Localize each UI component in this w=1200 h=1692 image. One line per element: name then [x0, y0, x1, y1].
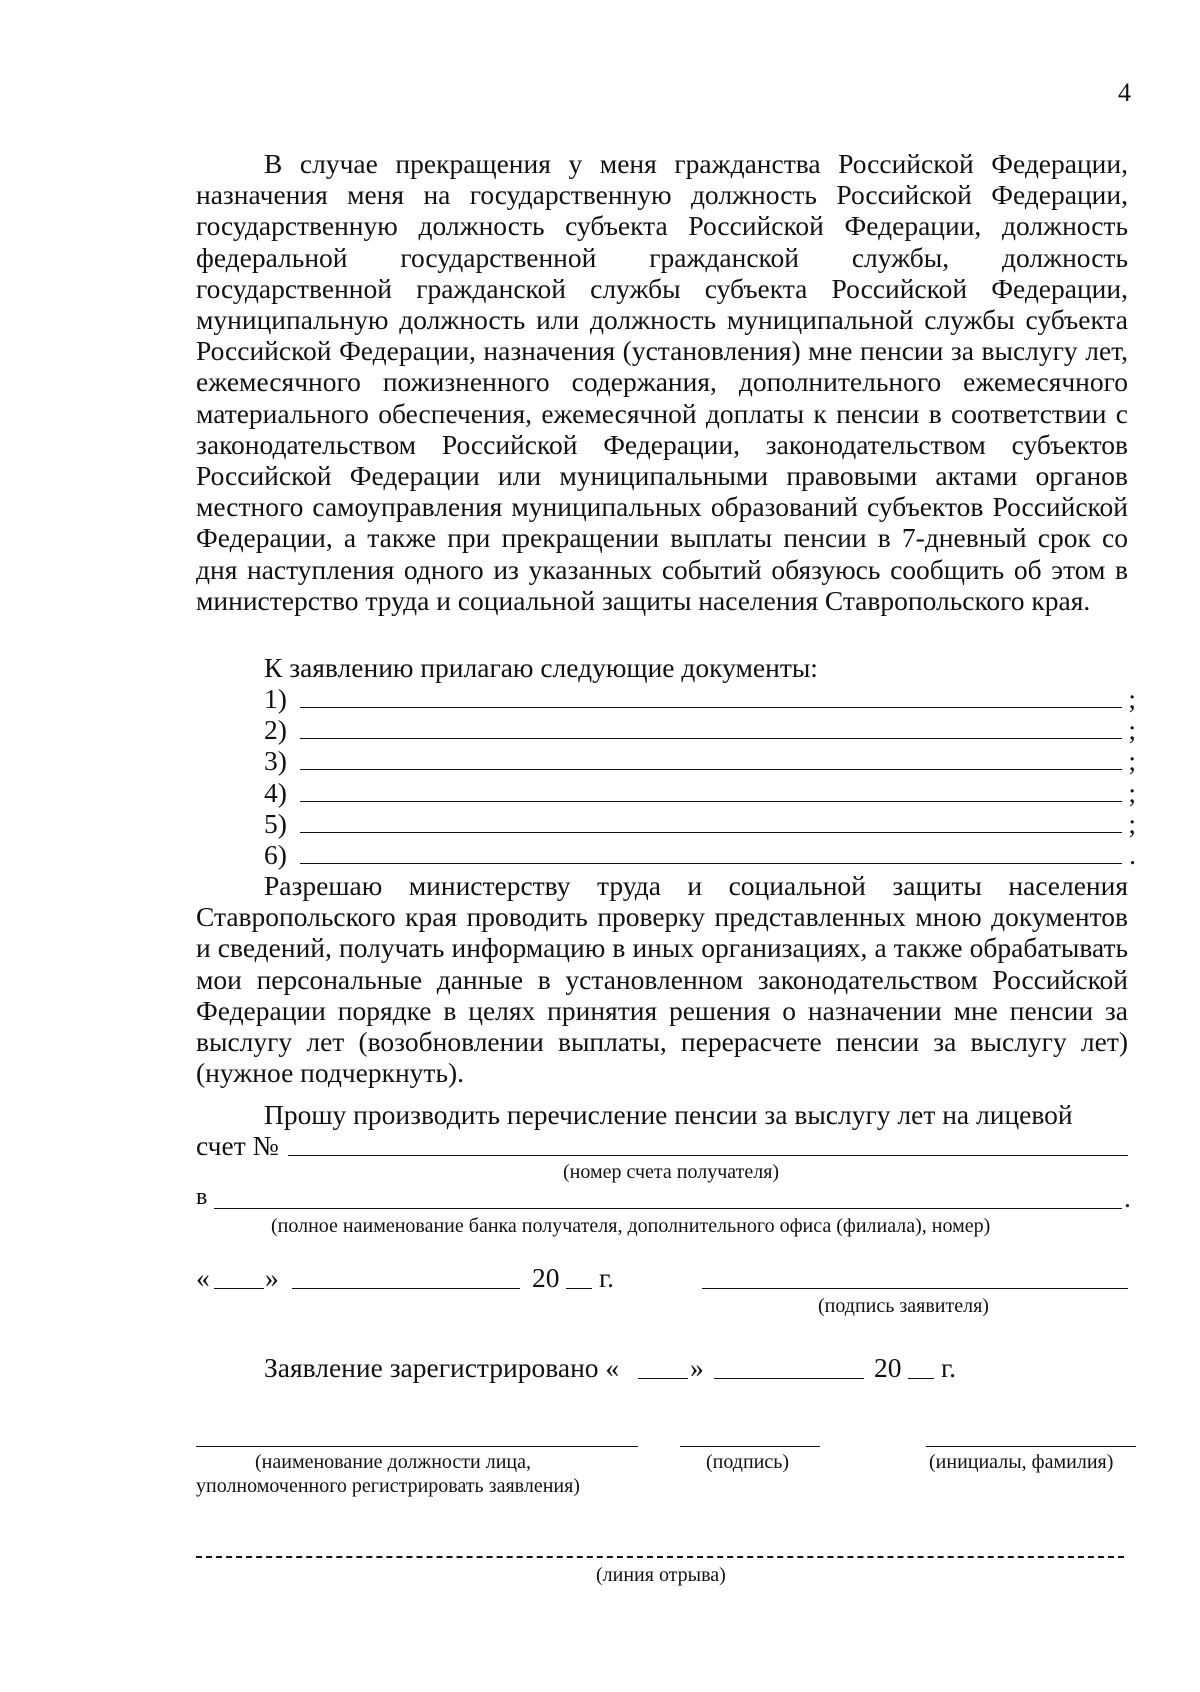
attachment-blank-line[interactable] — [300, 769, 1122, 770]
date-day-field[interactable] — [214, 1288, 264, 1289]
bank-end-mark: . — [1124, 1182, 1131, 1213]
date-month-field[interactable] — [292, 1288, 520, 1289]
bank-name-field[interactable] — [214, 1208, 1122, 1209]
applicant-signature-field[interactable] — [702, 1288, 1128, 1289]
bank-caption: (полное наименование банка получателя, дополнительного офиса (филиала), номер) — [271, 1215, 991, 1237]
account-number-field[interactable] — [288, 1155, 1128, 1156]
registered-year-prefix: 20 — [874, 1352, 902, 1383]
attachment-number: 2) — [264, 714, 287, 746]
date-year-field[interactable] — [566, 1288, 592, 1289]
attachment-row — [264, 714, 1136, 745]
date-year-prefix: 20 — [532, 1262, 560, 1293]
date-close-quote: » — [265, 1262, 279, 1293]
consent-paragraph-block — [196, 870, 1128, 1088]
page-number: 4 — [1118, 78, 1131, 107]
registrar-initials-caption: (инициалы, фамилия) — [929, 1451, 1114, 1473]
date-open-quote: « — [196, 1262, 210, 1293]
account-label: счет № — [196, 1130, 279, 1161]
attachment-end-mark: ; — [1128, 776, 1136, 808]
registered-year-suffix: г. — [941, 1352, 957, 1383]
registrar-position-caption-1: (наименование должности лица, — [255, 1451, 532, 1473]
registered-month-field[interactable] — [714, 1378, 864, 1379]
attachment-number: 4) — [264, 776, 287, 808]
attachment-end-mark: ; — [1128, 807, 1136, 839]
attachment-blank-line[interactable] — [300, 832, 1122, 833]
attachment-blank-line[interactable] — [300, 863, 1122, 864]
attachment-row — [264, 839, 1136, 870]
tear-line — [196, 1556, 1124, 1558]
registrar-position-field[interactable] — [196, 1446, 638, 1447]
registered-close-quote: » — [690, 1352, 704, 1383]
attachment-blank-line[interactable] — [300, 801, 1122, 802]
consent-paragraph: Разрешаю министерству труда и социальной защиты населения Ставропольского края проводить проверку представленных мною документов и сведений, получать информацию в иных организациях, а также обрабатывать мои персональные данные в установленном законодательством Российской Федерации порядке в целях принятия решения о назначении мне пенсии за выслугу лет (возобновлении выплаты, перерасчете пенсии за выслугу лет) (нужное подчеркнуть). — [196, 870, 1128, 1089]
registrar-position-caption-2: уполномоченного регистрировать заявления) — [196, 1475, 580, 1497]
attachment-row — [264, 683, 1136, 714]
attachment-number: 3) — [264, 745, 287, 777]
account-caption: (номер счета получателя) — [563, 1161, 780, 1183]
registered-year-field[interactable] — [908, 1378, 934, 1379]
applicant-signature-caption: (подпись заявителя) — [818, 1295, 989, 1317]
payment-request-paragraph: Прошу производить перечисление пенсии за выслугу лет на лицевой — [264, 1099, 1073, 1130]
attachment-number: 1) — [264, 683, 287, 714]
attachment-end-mark: . — [1129, 838, 1136, 870]
registered-label: Заявление зарегистрировано « — [264, 1352, 620, 1383]
tear-line-caption: (линия отрыва) — [596, 1564, 726, 1586]
attachment-blank-line[interactable] — [300, 707, 1122, 708]
attachment-number: 5) — [264, 807, 287, 839]
registrar-signature-field[interactable] — [680, 1446, 820, 1447]
attachment-row — [264, 745, 1136, 776]
attachment-row — [264, 777, 1136, 808]
attachment-end-mark: ; — [1128, 714, 1136, 746]
attachments-intro: К заявлению прилагаю следующие документы: — [264, 652, 818, 683]
registrar-signature-caption: (подпись) — [706, 1451, 790, 1473]
bank-label: в — [196, 1184, 208, 1210]
registered-day-field[interactable] — [638, 1378, 688, 1379]
attachment-end-mark: ; — [1128, 683, 1136, 714]
payment-request-block — [196, 1099, 1128, 1130]
attachment-blank-line[interactable] — [300, 738, 1122, 739]
attachment-number: 6) — [264, 838, 287, 870]
date-year-suffix: г. — [599, 1262, 615, 1293]
attachment-end-mark: ; — [1128, 745, 1136, 777]
attachment-row — [264, 808, 1136, 839]
attachments-list — [264, 683, 1136, 870]
obligation-paragraph-block — [196, 148, 1128, 616]
registrar-initials-field[interactable] — [926, 1446, 1136, 1447]
obligation-paragraph: В случае прекращения у меня гражданства Российской Федерации, назначения меня на государственную должность Российской Федерации, государственную должность субъекта Российской Федерации, должность федеральной государственной гражданской службы, должность государственной гражданской службы субъекта Российской Федерации, муниципальную должность или должность муниципальной службы субъекта Российской Федерации, назначения (установления) мне пенсии за выслугу лет, ежемесячного пожизненного содержания, дополнительного ежемесячного материального обеспечения, ежемесячной доплаты к пенсии в соответствии с законодательством Российской Федерации, законодательством субъектов Российской Федерации или муниципальными правовыми актами органов местного самоуправления муниципальных образований субъектов Российской Федерации, а также при прекращении выплаты пенсии в 7-дневный срок со дня наступления одного из указанных событий обязуюсь сообщить об этом в министерство труда и социальной защиты населения Ставропольского края. — [196, 148, 1128, 616]
